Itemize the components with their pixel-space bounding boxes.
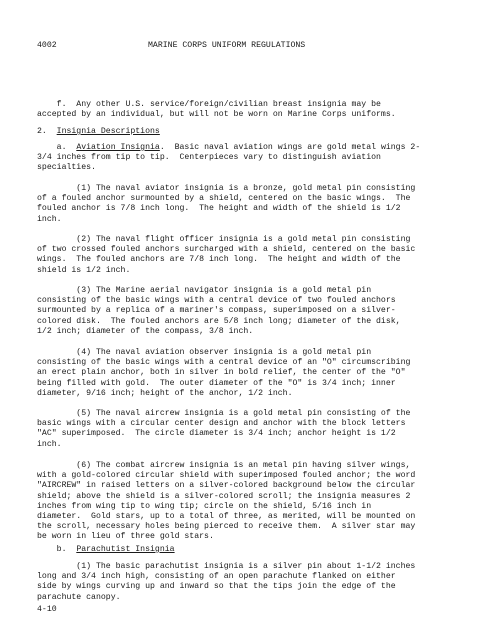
paragraph-b-heading: Parachutist Insignia <box>76 545 175 554</box>
paragraph-b <box>37 545 462 555</box>
paragraph-a-text: . Basic naval aviation wings are gold metal wings 2- 3/4 inches from tip to tip. Centerpieces vary to distinguish aviation specialties. <box>37 143 421 173</box>
section-2-heading <box>37 127 462 137</box>
section-title: Insignia Descriptions <box>56 127 160 136</box>
paragraph-a6: (6) The combat aircrew insignia is an metal pin having silver wings, with a gold-colored circular shield with superimposed fouled anchor; the word "AIRCREW" in raised letters on a silver-colored background below the circular shield; above the shield is a silver-colored scroll; the insignia measures 2 inches from wing tip to wing tip; circle on the shield, 5/16 inch in diameter. Gold stars, up to a total of three, as merited, will be mounted on the scroll, necessary holes being pierced to receive them. A silver star may be worn in lieu of three gold stars. <box>37 461 416 542</box>
paragraph-f: f. Any other U.S. service/foreign/civilian breast insignia may be accepted by an individual, but will not be worn on Marine Corps uniforms. <box>37 100 396 120</box>
paragraph-a2: (2) The naval flight officer insignia is a gold metal pin consisting of two crossed fouled anchors surcharged with a shield, centered on the basic wings. The fouled anchors are 7/8 inch long. The height and width of the shield is 1/2 inch. <box>37 235 416 275</box>
paragraph-a-prefix: a. <box>37 143 77 152</box>
paragraph-b1: (1) The basic parachutist insignia is a silver pin about 1-1/2 inches long and 3/4 inch high, consisting of an open parachute flanked on either side by wings curving up and inward so that the tips join the edge of the parachute canopy. <box>37 562 416 602</box>
doc-number: 4002 <box>37 41 57 50</box>
paragraph-a <box>37 143 462 174</box>
paragraph-a1: (1) The naval aviator insignia is a bronze, gold metal pin consisting of a fouled anchor surmounted by a shield, centered on the basic wings. The fouled anchor is 7/8 inch long. The height and width of the shield is 1/2 inch. <box>37 184 416 224</box>
paragraph-a3: (3) The Marine aerial navigator insignia is a gold metal pin consisting of the basic wings with a central device of two fouled anchors surmounted by a replica of a mariner's compass, superimposed on a silver- colored disk. The fouled anchors are 5/8 inch long; diameter of the disk, 1/2 inch; diameter of the compass, 3/8 inch. <box>37 286 401 336</box>
page-number: 4-10 <box>37 605 57 614</box>
paragraph-a5: (5) The naval aircrew insignia is a gold metal pin consisting of the basic wings with a circular center design and anchor with the block letters "AC" superimposed. The circle diameter is 3/4 inch; anchor height is 1/2 inch. <box>37 409 411 449</box>
paragraph-a-heading: Aviation Insignia <box>76 143 160 152</box>
paragraph-b-prefix: b. <box>37 545 77 554</box>
running-title: MARINE CORPS UNIFORM REGULATIONS <box>148 41 306 50</box>
paragraph-a4: (4) The naval aviation observer insignia is a gold metal pin consisting of the basic wings with a central device of an "O" circumscribing an erect plain anchor, both in silver in bold relief, the center of the "O" being filled with gold. The outer diameter of the "O" is 3/4 inch; inner diameter, 9/16 inch; height of the anchor, 1/2 inch. <box>37 348 411 398</box>
section-number: 2. <box>37 127 57 136</box>
